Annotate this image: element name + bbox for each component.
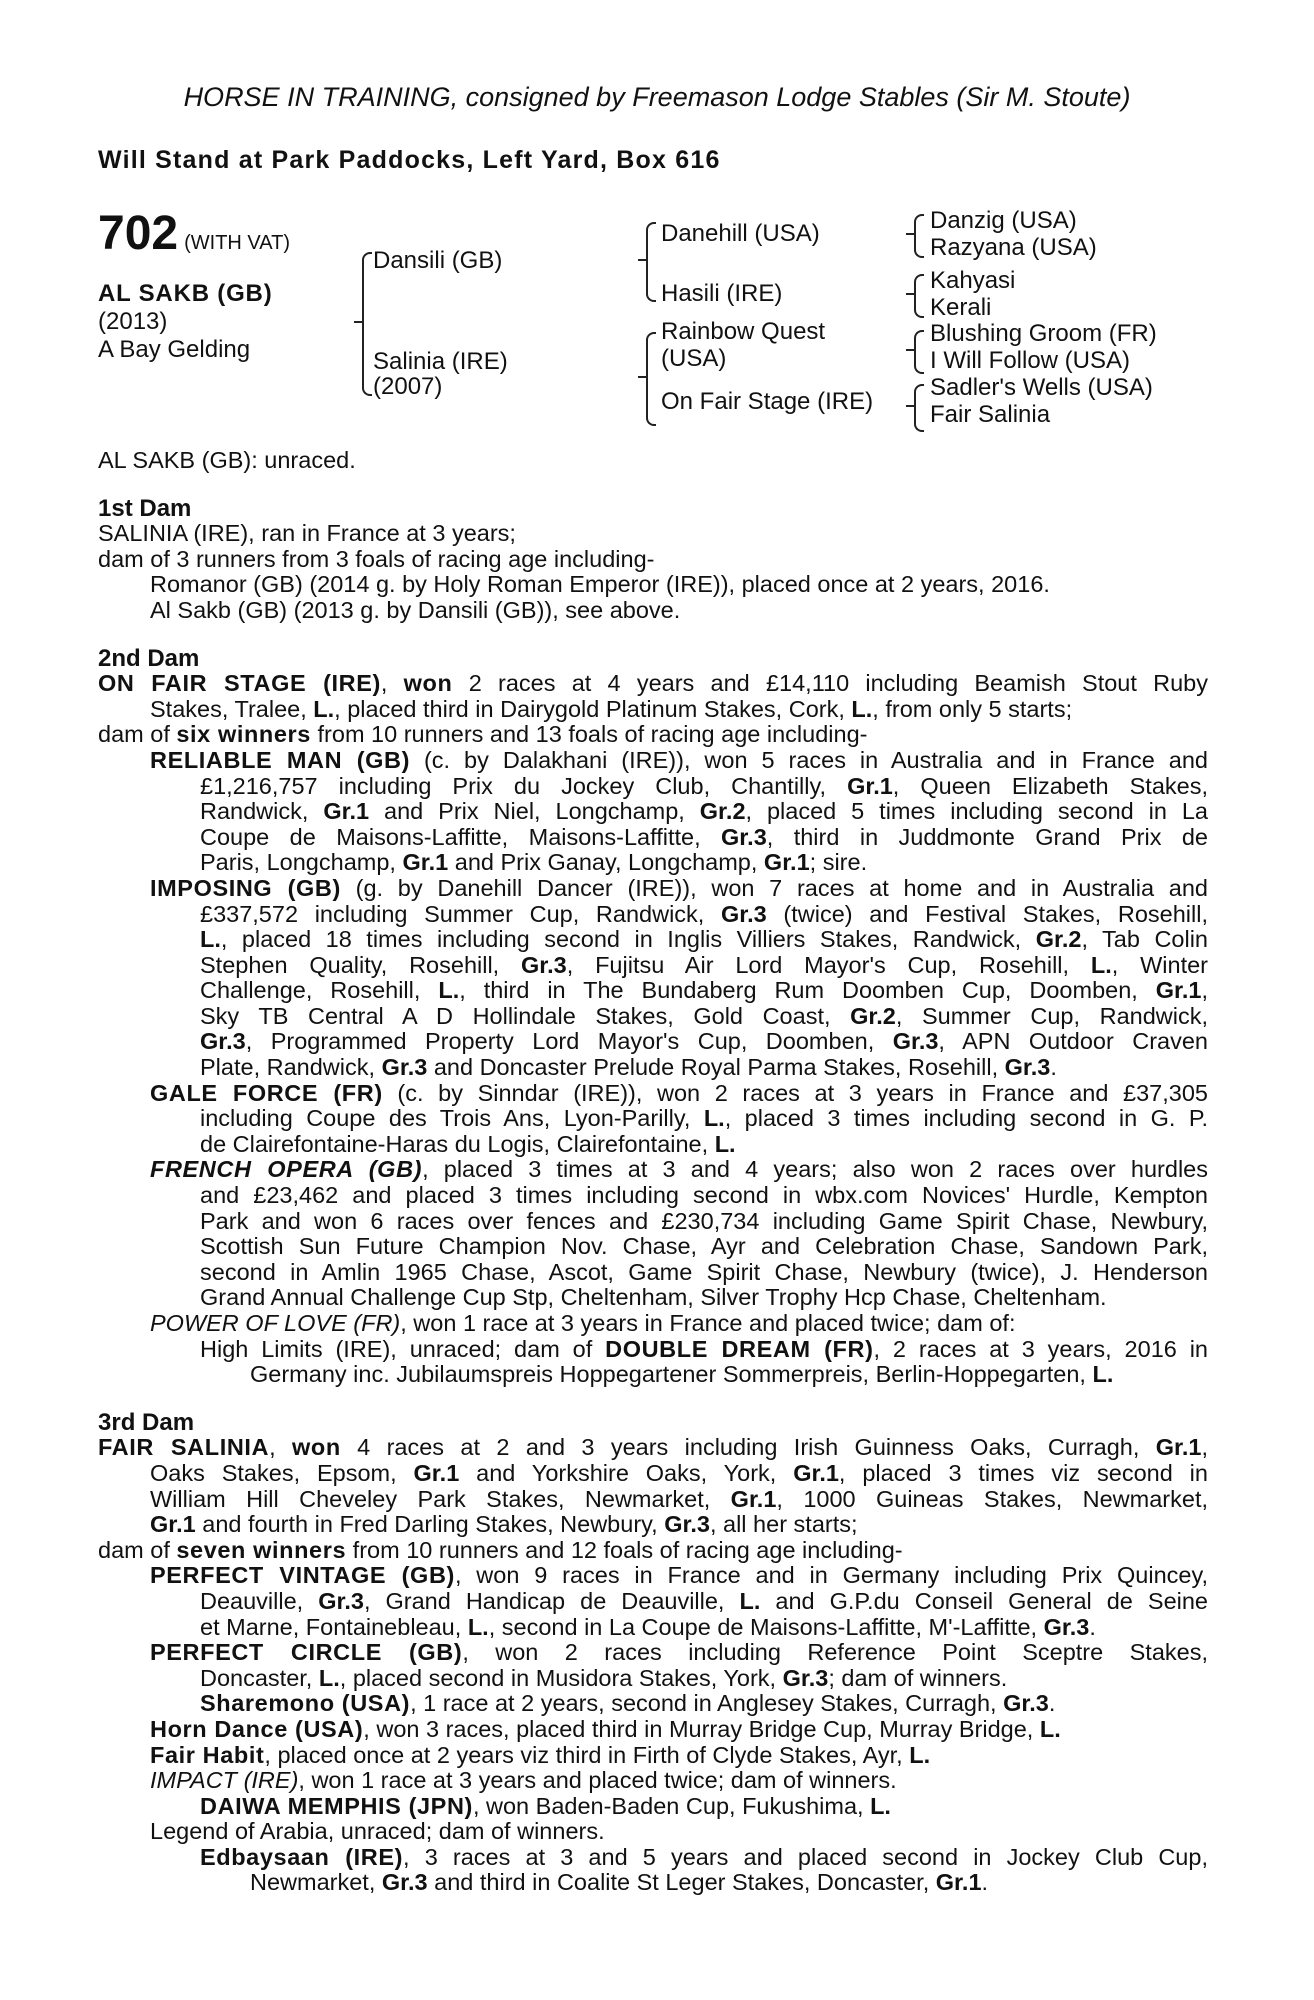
produce-entry-line: Edbaysaan (IRE), 3 races at 3 and 5 years and placed second in Jockey Club Cup, [200,1843,1208,1870]
produce-entry-line: Scottish Sun Future Champion Nov. Chase, Ayr and Celebration Chase, Sandown Park, [200,1233,1208,1260]
unraced-note: AL SAKB (GB): unraced. [98,447,356,473]
first-dam-line: dam of 3 runners from 3 foals of racing age including- [98,545,655,572]
produce-entry: Fair Habit, placed once at 2 years viz third in Firth of Clyde Stakes, Ayr, L. [150,1741,931,1768]
produce-entry-line: High Limits (IRE), unraced; dam of DOUBLE DREAM (FR), 2 races at 3 years, 2016 in [200,1335,1209,1362]
brace-g3-3 [914,330,924,374]
brace-gen1 [362,252,372,396]
produce-entry-line: L., placed 18 times including second in Inglis Villiers Stakes, Randwick, Gr.2, Tab Colin [200,926,1209,953]
pedigree-dsd: I Will Follow (USA) [930,347,1131,374]
produce-entry-line: Deauville, Gr.3, Grand Handicap de Deauville, L. and G.P.du Conseil General de Seine [200,1587,1208,1614]
third-dam-line: FAIR SALINIA, won 4 races at 2 and 3 years including Irish Guinness Oaks, Curragh, Gr.1, [98,1434,1208,1461]
produce-entry-line: Sharemono (USA), 1 race at 2 years, second in Anglesey Stakes, Curragh, Gr.3. [200,1690,1056,1717]
brace-tick [638,259,646,261]
horse-description: A Bay Gelding [98,336,251,363]
brace-g3-1 [914,214,924,258]
produce-entry: IMPACT (IRE), won 1 race at 3 years and placed twice; dam of winners. [150,1767,897,1794]
produce-entry-line: £337,572 including Summer Cup, Randwick, Gr.3 (twice) and Festival Stakes, Rosehill, [200,900,1208,927]
third-dam-line: Oaks Stakes, Epsom, Gr.1 and Yorkshire Oaks, York, Gr.1, placed 3 times viz second in [150,1459,1208,1486]
produce-entry-line: Randwick, Gr.1 and Prix Niel, Longchamp, Gr.2, placed 5 times including second in La [200,798,1208,825]
lot-number-row [98,207,358,260]
produce-entry: RELIABLE MAN (GB) (c. by Dalakhani (IRE)), won 5 races in Australia and in France and [150,746,1208,773]
produce-entry-line: Stephen Quality, Rosehill, Gr.3, Fujitsu Air Lord Mayor's Cup, Rosehill, L., Winter [200,951,1208,978]
pedigree-sire-dam: Hasili (IRE) [661,280,783,307]
produce-entry-line: Sky TB Central A D Hollindale Stakes, Gold Coast, Gr.2, Summer Cup, Randwick, [200,1002,1208,1029]
produce-entry: Horn Dance (USA), won 3 races, placed third in Murray Bridge Cup, Murray Bridge, L. [150,1715,1061,1742]
produce-entry: PERFECT CIRCLE (GB), won 2 races including Reference Point Sceptre Stakes, [150,1639,1209,1666]
produce-entry-line: and £23,462 and placed 3 times including second in wbx.com Novices' Hurdle, Kempton [200,1182,1208,1209]
lot-number: 702 [98,207,179,260]
third-dam-line: William Hill Cheveley Park Stakes, Newmarket, Gr.1, 1000 Guineas Stakes, Newmarket, [150,1485,1209,1512]
stand-location: Will Stand at Park Paddocks, Left Yard, Box 616 [98,146,721,174]
produce-entry-line: et Marne, Fontainebleau, L., second in La Coupe de Maisons-Laffitte, M'-Laffitte, Gr.3. [200,1613,1096,1640]
lot-block [98,207,358,364]
pedigree-sire: Dansili (GB) [373,247,503,274]
pedigree-dss: Blushing Groom (FR) [930,320,1157,347]
brace-tick [354,321,362,323]
brace-dam [646,332,656,426]
brace-g3-4 [914,384,924,432]
produce-entry: GALE FORCE (FR) (c. by Sinndar (IRE)), won 2 races at 3 years in France and £37,305 [150,1079,1208,1106]
produce-entry: Legend of Arabia, unraced; dam of winners. [150,1818,605,1845]
produce-entry-line: Paris, Longchamp, Gr.1 and Prix Ganay, Longchamp, Gr.1; sire. [200,849,868,876]
produce-entry-line: Park and won 6 races over fences and £230,734 including Game Spirit Chase, Newbury, [200,1207,1208,1234]
foaling-year: (2013) [98,308,168,335]
brace-g3-2 [914,274,924,318]
produce-entry-line: DAIWA MEMPHIS (JPN), won Baden-Baden Cup, Fukushima, L. [200,1792,891,1819]
third-dam-line: Gr.1 and fourth in Fred Darling Stakes, Newbury, Gr.3, all her starts; [150,1511,858,1538]
pedigree-dam: Salinia (IRE) [373,348,508,375]
produce-entry-line: second in Amlin 1965 Chase, Ascot, Game Spirit Chase, Newbury (twice), J. Henderson [200,1258,1208,1285]
brace-tick [906,349,914,351]
third-dam-line: dam of seven winners from 10 runners and 12 foals of racing age including- [98,1536,903,1563]
pedigree-dam-year: (2007) [373,373,443,400]
pedigree-sire-sire: Danehill (USA) [661,220,820,247]
produce-entry-line: de Clairefontaine-Haras du Logis, Clairefontaine, L. [200,1130,736,1157]
pedigree-sds: Kahyasi [930,267,1016,294]
second-dam-heading: 2nd Dam [98,644,200,672]
produce-entry-line: Doncaster, L., placed second in Musidora Stakes, York, Gr.3; dam of winners. [200,1664,1008,1691]
brace-sire [646,222,656,302]
second-dam-line: ON FAIR STAGE (IRE), won 2 races at 4 years and £14,110 including Beamish Stout Ruby [98,670,1208,697]
catalogue-body [98,448,1208,1896]
brace-tick [638,376,646,378]
first-dam-heading: 1st Dam [98,494,192,522]
produce-entry: PERFECT VINTAGE (GB), won 9 races in France and in Germany including Prix Quincey, [150,1562,1208,1589]
second-dam-line: dam of six winners from 10 runners and 13 foals of racing age including- [98,721,868,748]
pedigree-sss: Danzig (USA) [930,207,1077,234]
pedigree-ddd: Fair Salinia [930,401,1051,428]
first-dam-produce: Al Sakb (GB) (2013 g. by Dansili (GB)), see above. [150,596,681,623]
pedigree-dam-sire: Rainbow Quest [661,318,826,345]
produce-entry-line: Coupe de Maisons-Laffitte, Maisons-Laffitte, Gr.3, third in Juddmonte Grand Prix de [200,823,1209,850]
produce-entry-line: £1,216,757 including Prix du Jockey Club, Chantilly, Gr.1, Queen Elizabeth Stakes, [200,772,1208,799]
produce-entry: IMPOSING (GB) (g. by Danehill Dancer (IRE)), won 7 races at home and in Australia and [150,874,1208,901]
first-dam-line: SALINIA (IRE), ran in France at 3 years; [98,520,516,547]
pedigree-ssd: Razyana (USA) [930,234,1097,261]
produce-entry: FRENCH OPERA (GB), placed 3 times at 3 and 4 years; also won 2 races over hurdles [150,1156,1208,1183]
produce-entry-line: including Coupe des Trois Ans, Lyon-Parilly, L., placed 3 times including second in G. P. [200,1105,1208,1132]
produce-entry-line: Germany inc. Jubilaumspreis Hoppegartener Sommerpreis, Berlin-Hoppegarten, L. [250,1361,1114,1388]
produce-entry-line: Challenge, Rosehill, L., third in The Bundaberg Rum Doomben Cup, Doomben, Gr.1, [200,977,1208,1004]
produce-entry: POWER OF LOVE (FR), won 1 race at 3 years in France and placed twice; dam of: [150,1310,1016,1336]
pedigree-dam-dam: On Fair Stage (IRE) [661,388,874,415]
vat-note: (WITH VAT) [184,232,290,254]
horse-name: AL SAKB (GB) [98,280,273,307]
page-heading: HORSE IN TRAINING, consigned by Freemason Lodge Stables (Sir M. Stoute) [183,82,1131,112]
produce-entry-line: Plate, Randwick, Gr.3 and Doncaster Prelude Royal Parma Stakes, Rosehill, Gr.3. [200,1054,1057,1081]
pedigree-dds: Sadler's Wells (USA) [930,374,1153,401]
second-dam-line: Stakes, Tralee, L., placed third in Dairygold Platinum Stakes, Cork, L., from only 5 starts; [150,695,1073,722]
first-dam-produce: Romanor (GB) (2014 g. by Holy Roman Emperor (IRE)), placed once at 2 years, 2016. [150,571,1050,598]
third-dam-heading: 3rd Dam [98,1408,195,1436]
brace-tick [906,233,914,235]
produce-entry-line: Gr.3, Programmed Property Lord Mayor's Cup, Doomben, Gr.3, APN Outdoor Craven [200,1028,1208,1055]
brace-tick [906,405,914,407]
brace-tick [906,293,914,295]
pedigree-sdd: Kerali [930,294,992,321]
produce-entry-line: Newmarket, Gr.3 and third in Coalite St Leger Stakes, Doncaster, Gr.1. [250,1869,989,1896]
produce-entry-line: Grand Annual Challenge Cup Stp, Cheltenham, Silver Trophy Hcp Chase, Cheltenham. [200,1284,1107,1311]
pedigree-dam-sire-country: (USA) [661,345,727,372]
